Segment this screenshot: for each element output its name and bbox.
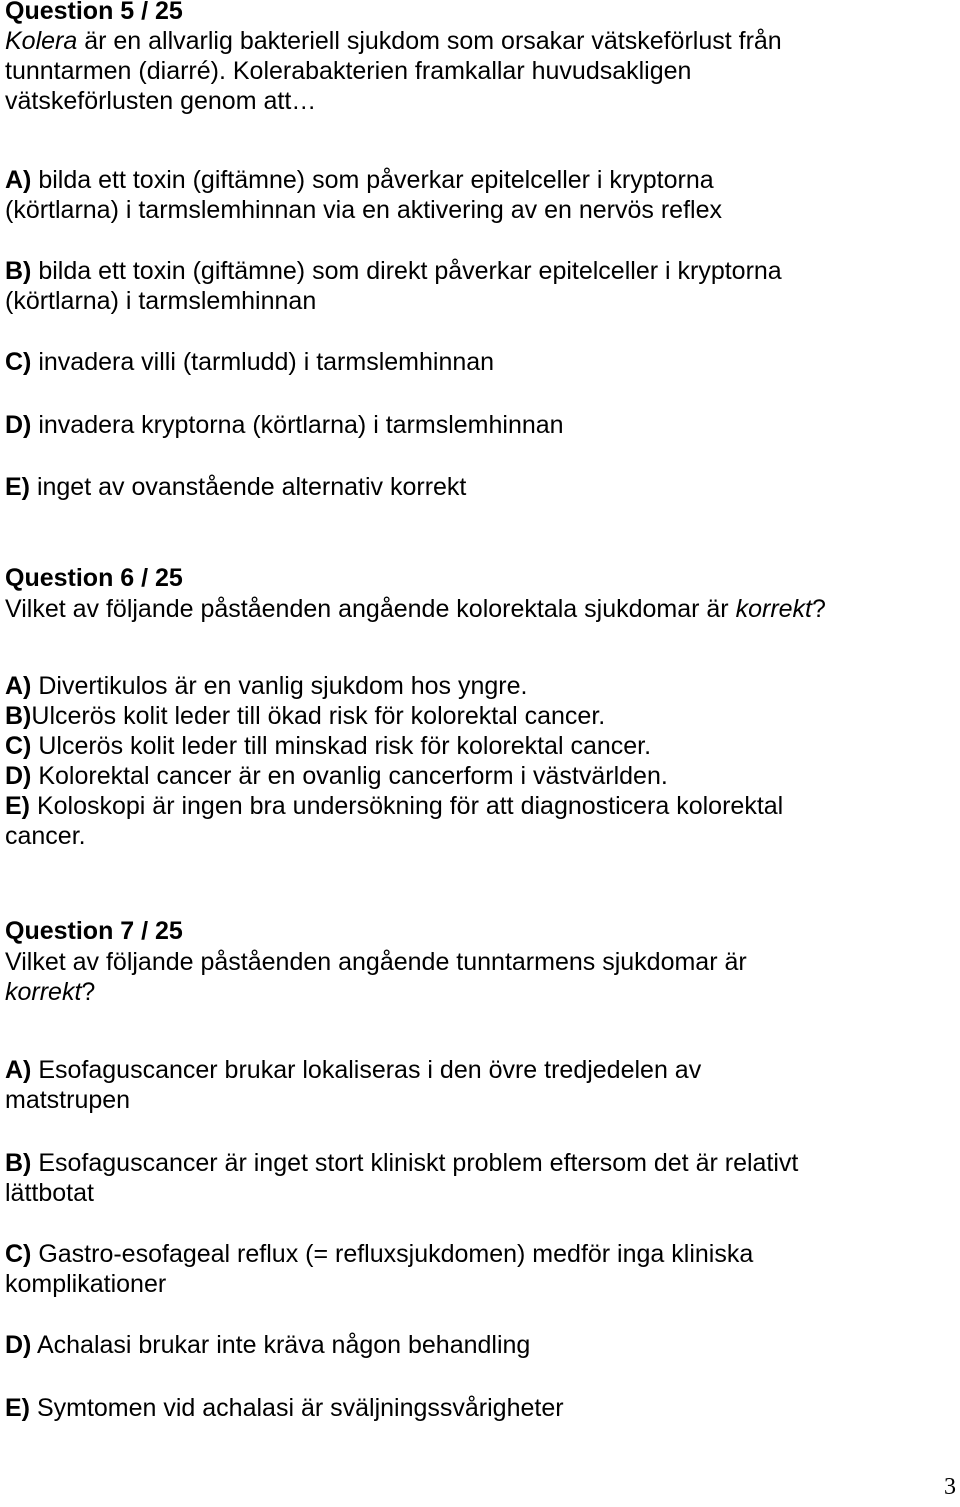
q6-option-b: B)Ulcerös kolit leder till ökad risk för kolorektal cancer. xyxy=(5,702,606,730)
q7-option-b: B) Esofaguscancer är inget stort kliniskt problem eftersom det är relativt lättbotat xyxy=(5,1149,799,1207)
q5-option-d: D) invadera kryptorna (körtlarna) i tarmslemhinnan xyxy=(5,411,564,439)
q7-option-a: A) Esofaguscancer brukar lokaliseras i den övre tredjedelen av matstrupen xyxy=(5,1056,702,1114)
q7-option-d: D) Achalasi brukar inte kräva någon behandling xyxy=(5,1331,531,1359)
stem-line: tunntarmen (diarré). Kolerabakterien framkallar huvudsakligen xyxy=(5,57,692,85)
q6-option-d: D) Kolorektal cancer är en ovanlig cancerform i västvärlden. xyxy=(5,762,668,790)
q6-option-e: E) Koloskopi är ingen bra undersökning för att diagnosticera kolorektal xyxy=(5,792,784,820)
question-6-label: Question 6 / 25 xyxy=(5,564,183,592)
q5-option-c: C) invadera villi (tarmludd) i tarmslemhinnan xyxy=(5,348,495,376)
stem-line: Kolera är en allvarlig bakteriell sjukdom som orsakar vätskeförlust från xyxy=(5,27,782,55)
q6-option-a: A) Divertikulos är en vanlig sjukdom hos yngre. xyxy=(5,672,528,700)
q5-option-e: E) inget av ovanstående alternativ korrekt xyxy=(5,473,467,501)
question-7-stem: Vilket av följande påståenden angående tunntarmens sjukdomar är korrekt? xyxy=(5,948,747,1006)
q6-option-c: C) Ulcerös kolit leder till minskad risk för kolorektal cancer. xyxy=(5,732,652,760)
question-7-label: Question 7 / 25 xyxy=(5,917,183,945)
q7-option-c: C) Gastro-esofageal reflux (= refluxsjukdomen) medför inga kliniska komplikationer xyxy=(5,1240,754,1298)
question-5-label: Question 5 / 25 xyxy=(5,0,183,25)
question-6-stem: Vilket av följande påståenden angående kolorektala sjukdomar är korrekt? xyxy=(5,595,826,623)
stem-line: vätskeförlusten genom att… xyxy=(5,87,317,115)
q5-option-a: A) bilda ett toxin (giftämne) som påverkar epitelceller i kryptorna (körtlarna) i tarmslemhinnan via en aktivering av en nervös reflex xyxy=(5,166,722,224)
question-5-stem xyxy=(5,26,950,116)
q5-option-b: B) bilda ett toxin (giftämne) som direkt påverkar epitelceller i kryptorna (körtlarna) i tarmslemhinnan xyxy=(5,257,782,315)
q7-option-e: E) Symtomen vid achalasi är sväljningssvårigheter xyxy=(5,1394,564,1422)
q6-option-e-cont: cancer. xyxy=(5,822,86,850)
page-number: 3 xyxy=(944,1474,956,1500)
q6-options xyxy=(5,671,950,851)
